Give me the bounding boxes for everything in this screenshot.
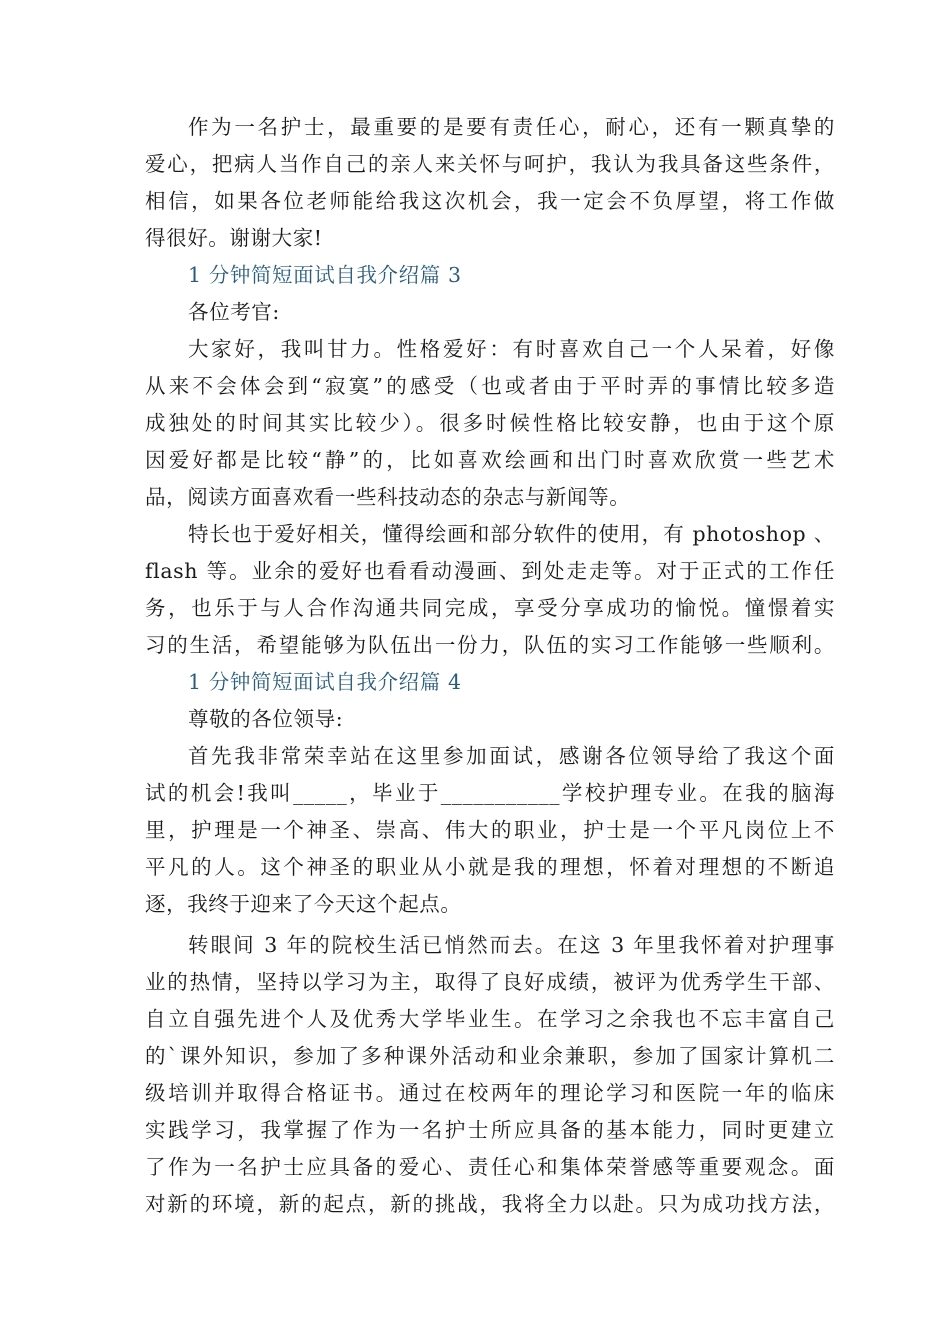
section-heading: 1 分钟简短面试自我介绍篇 4 bbox=[188, 670, 462, 694]
salutation: 各位考官: bbox=[188, 300, 280, 324]
paragraph-line: 了作为一名护士应具备的爱心、责任心和集体荣誉感等重要观念。面 bbox=[145, 1155, 835, 1179]
paragraph-line: 作为一名护士，最重要的是要有责任心，耐心，还有一颗真挚的 bbox=[188, 115, 835, 139]
section-heading: 1 分钟简短面试自我介绍篇 3 bbox=[188, 263, 462, 287]
paragraph-line: 大家好，我叫甘力。性格爱好：有时喜欢自己一个人呆着，好像 bbox=[188, 337, 835, 361]
paragraph-line: flash 等。业余的爱好也看看动漫画、到处走走等。对于正式的工作任 bbox=[145, 559, 835, 583]
paragraph-line: 逐，我终于迎来了今天这个起点。 bbox=[145, 892, 462, 916]
paragraph-line: 自立自强先进个人及优秀大学毕业生。在学习之余我也不忘丰富自己 bbox=[145, 1007, 835, 1031]
paragraph-line: 的`课外知识，参加了多种课外活动和业余兼职，参加了国家计算机二 bbox=[145, 1044, 835, 1068]
paragraph-line: 业的热情，坚持以学习为主，取得了良好成绩，被评为优秀学生干部、 bbox=[145, 970, 835, 994]
paragraph-line: 得很好。谢谢大家! bbox=[145, 226, 323, 250]
paragraph-line: 对新的环境，新的起点，新的挑战，我将全力以赴。只为成功找方法， bbox=[145, 1192, 835, 1216]
paragraph-line: 成独处的时间其实比较少）。很多时候性格比较安静，也由于这个原 bbox=[145, 411, 835, 435]
salutation: 尊敬的各位领导: bbox=[188, 707, 344, 731]
paragraph-line: 实践学习，我掌握了作为一名护士所应具备的基本能力，同时更建立 bbox=[145, 1118, 835, 1142]
paragraph-line: 品，阅读方面喜欢看一些科技动态的杂志与新闻等。 bbox=[145, 485, 631, 509]
paragraph-line: 因爱好都是比较“静”的，比如喜欢绘画和出门时喜欢欣赏一些艺术 bbox=[145, 448, 835, 472]
paragraph-line: 级培训并取得合格证书。通过在校两年的理论学习和医院一年的临床 bbox=[145, 1081, 835, 1105]
paragraph-line: 特长也于爱好相关，懂得绘画和部分软件的使用，有 photoshop 、 bbox=[188, 522, 835, 546]
paragraph-line: 习的生活，希望能够为队伍出一份力，队伍的实习工作能够一些顺利。 bbox=[145, 633, 835, 657]
paragraph-line: 务，也乐于与人合作沟通共同完成，享受分享成功的愉悦。憧憬着实 bbox=[145, 596, 835, 620]
paragraph-line: 相信，如果各位老师能给我这次机会，我一定会不负厚望，将工作做 bbox=[145, 189, 835, 213]
paragraph-line: 里，护理是一个神圣、崇高、伟大的职业，护士是一个平凡岗位上不 bbox=[145, 818, 835, 842]
paragraph-line: 试的机会!我叫_____，毕业于___________学校护理专业。在我的脑海 bbox=[145, 781, 835, 805]
paragraph-line: 从来不会体会到“寂寞”的感受（也或者由于平时弄的事情比较多造 bbox=[145, 374, 835, 398]
paragraph-line: 转眼间 3 年的院校生活已悄然而去。在这 3 年里我怀着对护理事 bbox=[188, 933, 835, 957]
paragraph-line: 平凡的人。这个神圣的职业从小就是我的理想，怀着对理想的不断追 bbox=[145, 855, 835, 879]
paragraph-line: 首先我非常荣幸站在这里参加面试，感谢各位领导给了我这个面 bbox=[188, 744, 835, 768]
paragraph-line: 爱心，把病人当作自己的亲人来关怀与呵护，我认为我具备这些条件， bbox=[145, 152, 835, 176]
